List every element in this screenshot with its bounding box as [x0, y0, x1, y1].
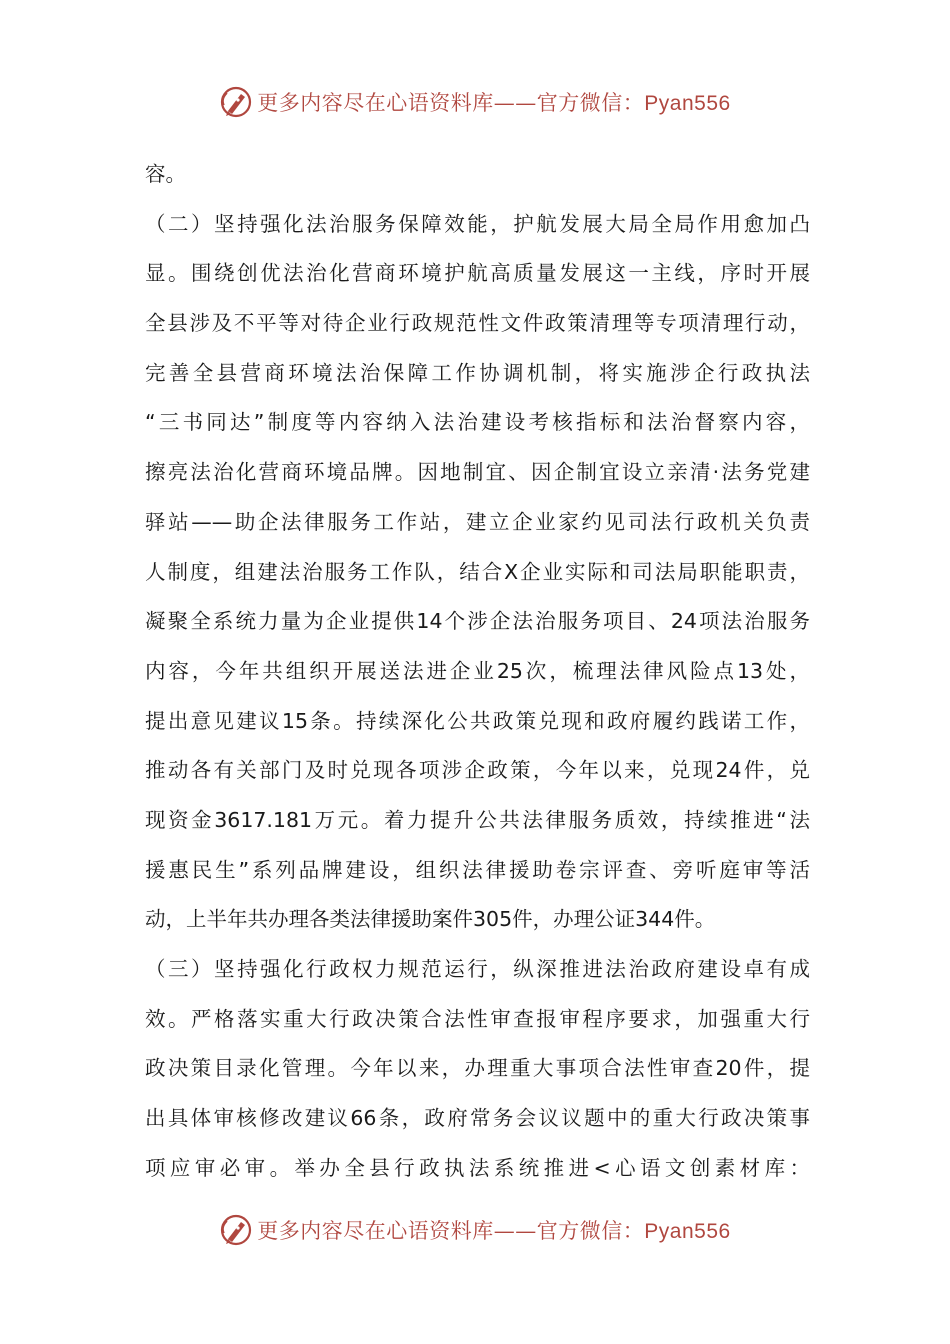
text-line: 提出意见建议15条。持续深化公共政策兑现和政府履约践诺工作，	[145, 708, 810, 733]
text-line: （三）坚持强化行政权力规范运行，纵深推进法治政府建设卓有成	[145, 957, 810, 981]
document-body	[145, 150, 810, 1193]
footer-banner	[0, 1210, 950, 1250]
pen-nib-logo-icon	[219, 85, 253, 119]
text-line: 出具体审核修改建议66条，政府常务会议议题中的重大行政决策事	[145, 1106, 810, 1131]
footer-wechat-id: Pyan556	[644, 1220, 731, 1243]
text-line: 现资金3617.181万元。着力提升公共法律服务质效，持续推进“法	[145, 807, 810, 832]
text-line: 动，上半年共办理各类法律援助案件305件，办理公证344件。	[145, 907, 716, 932]
text-line: 效。严格落实重大行政决策合法性审查报审程序要求，加强重大行	[145, 1006, 810, 1031]
text-line: 显。围绕创优法治化营商环境护航高质量发展这一主线，序时开展	[145, 261, 810, 286]
footer-banner-text: 更多内容尽在心语资料库——官方微信：Pyan556	[257, 1219, 731, 1243]
text-line: （二）坚持强化法治服务保障效能，护航发展大局全局作用愈加凸	[145, 211, 810, 236]
text-line: 完善全县营商环境法治保障工作协调机制，将实施涉企行政执法	[145, 360, 810, 385]
text-line: 政决策目录化管理。今年以来，办理重大事项合法性审查20件，提	[145, 1056, 810, 1081]
text-line: 驿站——助企法律服务工作站，建立企业家约见司法行政机关负责	[145, 509, 810, 534]
text-line: “三书同达”制度等内容纳入法治建设考核指标和法治督察内容，	[145, 410, 810, 435]
text-line: 人制度，组建法治服务工作队，结合X企业实际和司法局职能职责，	[145, 559, 810, 584]
header-banner-text: 更多内容尽在心语资料库——官方微信：Pyan556	[257, 91, 731, 115]
text-line: 援惠民生”系列品牌建设，组织法律援助卷宗评查、旁听庭审等活	[145, 857, 810, 882]
text-line: 内容，今年共组织开展送法进企业25次，梳理法律风险点13处，	[145, 658, 810, 683]
header-wechat-id: Pyan556	[644, 92, 731, 115]
text-line: 凝聚全系统力量为企业提供14个涉企法治服务项目、24项法治服务	[145, 609, 810, 634]
text-line: 容。	[145, 162, 186, 186]
header-banner	[0, 82, 950, 122]
text-line: 推动各有关部门及时兑现各项涉企政策，今年以来，兑现24件，兑	[145, 758, 810, 783]
pen-nib-logo-icon	[219, 1213, 253, 1247]
text-line: 项应审必审。举办全县行政执法系统推进<心语文创素材库：	[145, 1155, 810, 1180]
text-line: 全县涉及不平等对待企业行政规范性文件政策清理等专项清理行动，	[145, 311, 810, 336]
text-line: 擦亮法治化营商环境品牌。因地制宜、因企制宜设立亲清·法务党建	[145, 460, 810, 485]
